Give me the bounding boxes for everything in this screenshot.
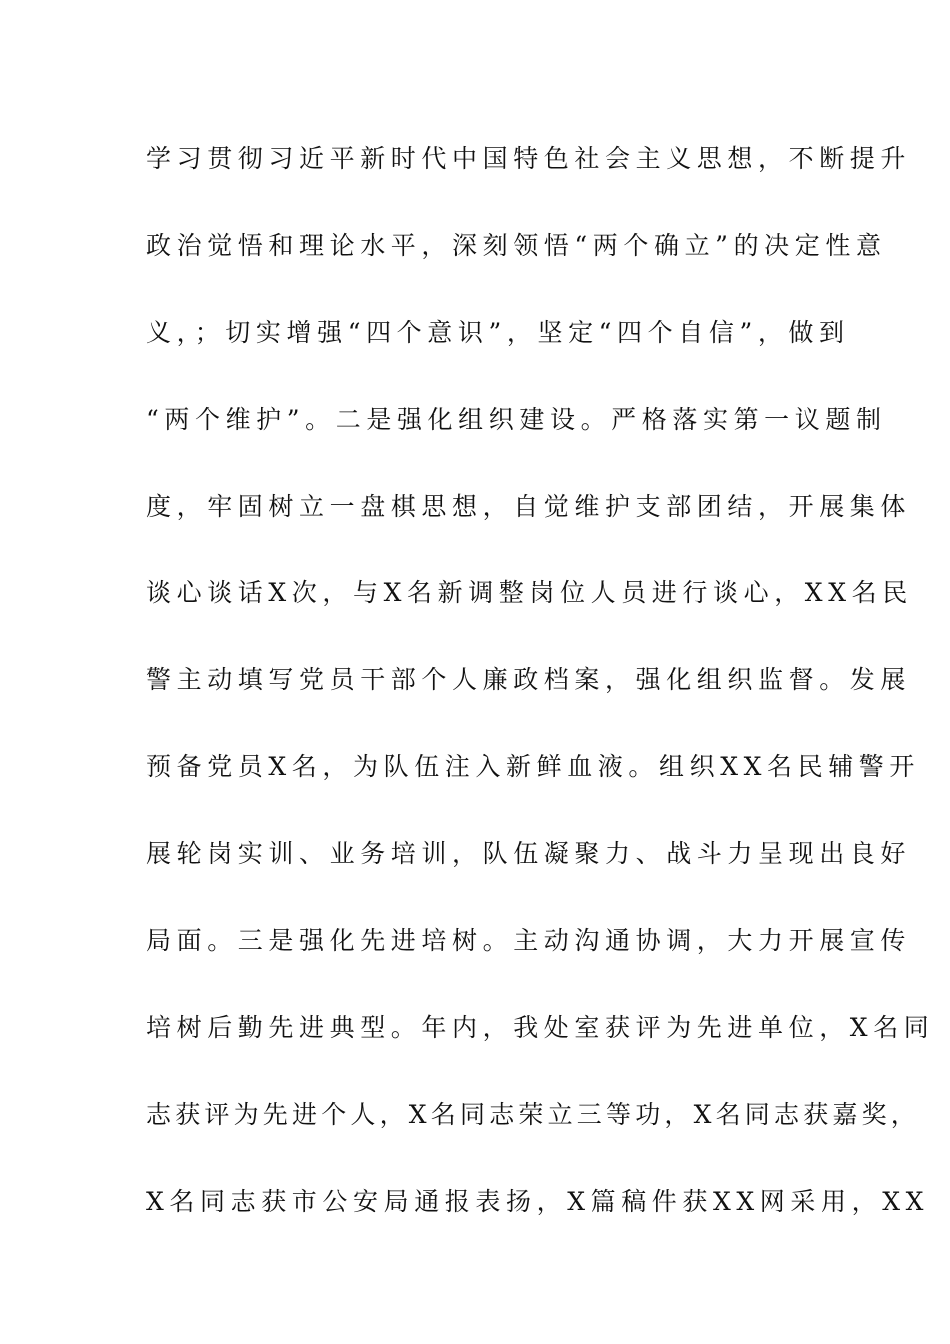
- text-line-7: 警主动填写党员干部个人廉政档案，强化组织监督。发展: [146, 665, 912, 695]
- text-line-5: 度，牢固树立一盘棋思想，自觉维护支部团结，开展集体: [146, 491, 912, 521]
- text-line-3: 义，；切实增强“四个意识”，坚定“四个自信”，做到: [146, 317, 850, 347]
- text-line-10: 局面。三是强化先进培树。主动沟通协调，大力开展宣传: [146, 926, 912, 956]
- text-line-6: 谈心谈话X次，与X名新调整岗位人员进行谈心，XX名民: [146, 578, 913, 608]
- text-line-9: 展轮岗实训、业务培训，队伍凝聚力、战斗力呈现出良好: [146, 839, 912, 869]
- text-line-4: “两个维护”。二是强化组织建设。严格落实第一议题制: [146, 404, 887, 434]
- text-line-11: 培树后勤先进典型。年内，我处室获评为先进单位，X名同: [146, 1012, 935, 1042]
- text-line-13: X名同志获市公安局通报表扬，X篇稿件获XX网采用，XX: [146, 1186, 929, 1216]
- text-line-2: 政治觉悟和理论水平，深刻领悟“两个确立”的决定性意: [146, 230, 887, 260]
- body-text: [146, 136, 935, 1266]
- text-line-1: 学习贯彻习近平新时代中国特色社会主义思想，不断提升: [146, 144, 912, 173]
- text-line-8: 预备党员X名，为队伍注入新鲜血液。组织XX名民辅警开: [146, 752, 920, 782]
- text-line-12: 志获评为先进个人，X名同志荣立三等功，X名同志获嘉奖，: [146, 1099, 920, 1129]
